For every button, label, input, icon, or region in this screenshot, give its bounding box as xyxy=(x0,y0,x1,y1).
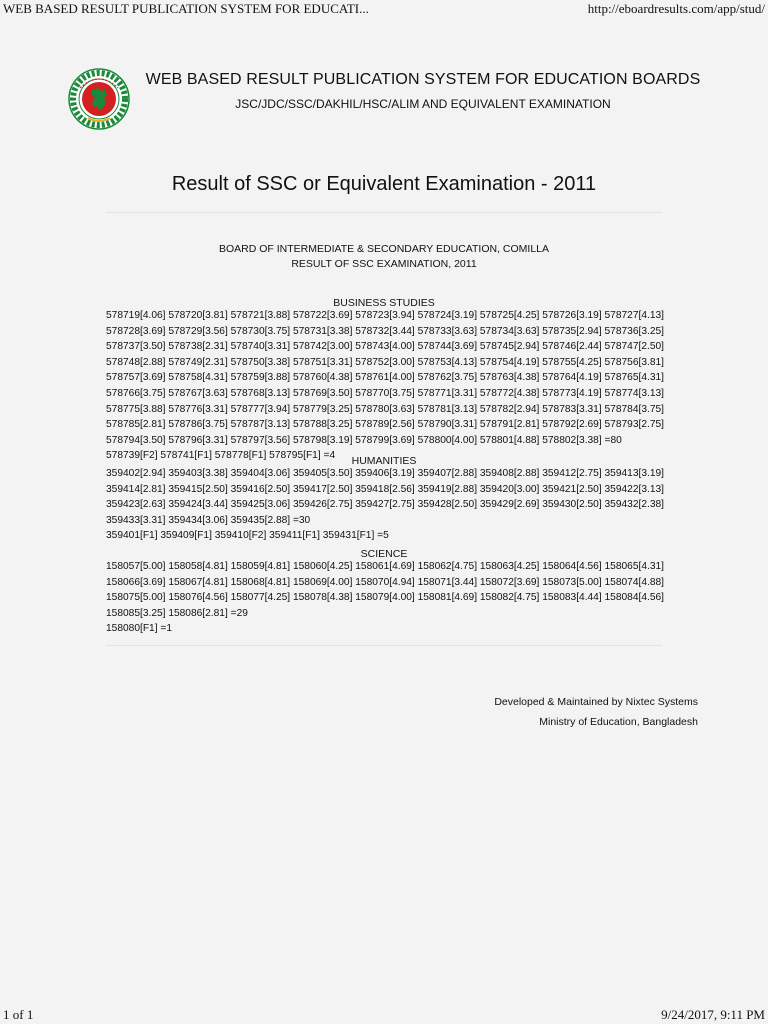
print-footer xyxy=(0,1006,768,1024)
section-heading-humanities: HUMANITIES xyxy=(351,455,417,467)
print-url[interactable]: http://eboardresults.com/app/stud/ xyxy=(587,1,765,16)
print-header xyxy=(0,0,768,18)
exam-name: RESULT OF SSC EXAMINATION, 2011 xyxy=(291,258,477,270)
result-line: 578794[3.50] 578796[3.31] 578797[3.56] 578798[3.19] 578799[3.69] 578800[4.00] 578801[4.88] 578802[3.38] =80 xyxy=(106,434,622,446)
site-title: WEB BASED RESULT PUBLICATION SYSTEM FOR EDUCATION BOARDS xyxy=(145,71,701,88)
print-page-number: 1 of 1 xyxy=(3,1007,34,1022)
result-line: 359414[2.81] 359415[2.50] 359416[2.50] 359417[2.50] 359418[2.56] 359419[2.88] 359420[3.00] 359421[2.50] 359422[3.13] xyxy=(106,483,664,495)
result-line: 158085[3.25] 158086[2.81] =29 xyxy=(106,607,248,619)
result-line: 158066[3.69] 158067[4.81] 158068[4.81] 158069[4.00] 158070[4.94] 158071[3.44] 158072[3.69] 158073[5.00] 158074[4.88] xyxy=(106,576,664,588)
result-line: 158057[5.00] 158058[4.81] 158059[4.81] 158060[4.25] 158061[4.69] 158062[4.75] 158063[4.25] 158064[4.56] 158065[4.31] xyxy=(106,561,664,572)
section-heading-science: SCIENCE xyxy=(360,548,408,560)
divider xyxy=(106,645,662,646)
page-title: Result of SSC or Equivalent Examination - 2011 xyxy=(171,173,597,195)
board-name: BOARD OF INTERMEDIATE & SECONDARY EDUCATION, COMILLA xyxy=(218,243,550,255)
government-emblem-icon xyxy=(68,68,130,130)
result-line: 578728[3.69] 578729[3.56] 578730[3.75] 578731[3.38] 578732[3.44] 578733[3.63] 578734[3.63] 578735[2.94] 578736[3.25] xyxy=(106,325,664,337)
divider xyxy=(106,212,662,213)
result-line: 578748[2.88] 578749[2.31] 578750[3.38] 578751[3.31] 578752[3.00] 578753[4.13] 578754[4.19] 578755[4.25] 578756[3.81] xyxy=(106,356,664,368)
result-line: 578737[3.50] 578738[2.31] 578740[3.31] 578742[3.00] 578743[4.00] 578744[3.69] 578745[2.94] 578746[2.44] 578747[2.50] xyxy=(106,341,664,353)
print-page-title: WEB BASED RESULT PUBLICATION SYSTEM FOR EDUCATI... xyxy=(3,1,369,16)
result-line: 578757[3.69] 578758[4.31] 578759[3.88] 578760[4.38] 578761[4.00] 578762[3.75] 578763[4.38] 578764[4.19] 578765[4.31] xyxy=(106,372,664,384)
site-subtitle: JSC/JDC/SSC/DAKHIL/HSC/ALIM AND EQUIVALENT EXAMINATION xyxy=(235,97,611,111)
result-line: 359423[2.63] 359424[3.44] 359425[3.06] 359426[2.75] 359427[2.75] 359428[2.50] 359429[2.69] 359430[2.50] 359432[2.38] xyxy=(106,499,664,511)
failed-line: 578739[F2] 578741[F1] 578778[F1] 578795[F1] =4 xyxy=(106,450,336,462)
print-datetime: 9/24/2017, 9:11 PM xyxy=(661,1007,765,1022)
results-humanities xyxy=(106,466,666,544)
failed-line: 359401[F1] 359409[F1] 359410[F2] 359411[F1] 359431[F1] =5 xyxy=(106,530,389,542)
results-science xyxy=(106,559,666,637)
developer-credit: Developed & Maintained by Nixtec Systems xyxy=(494,696,698,708)
section-heading-business-studies: BUSINESS STUDIES xyxy=(333,297,435,309)
failed-line: 158080[F1] =1 xyxy=(106,623,172,635)
ministry-credit: Ministry of Education, Bangladesh xyxy=(539,716,698,728)
result-line: 578766[3.75] 578767[3.63] 578768[3.13] 578769[3.50] 578770[3.75] 578771[3.31] 578772[4.38] 578773[4.19] 578774[3.13] xyxy=(106,387,664,399)
results-business-studies xyxy=(106,308,666,464)
result-line: 359402[2.94] 359403[3.38] 359404[3.06] 359405[3.50] 359406[3.19] 359407[2.88] 359408[2.88] 359412[2.75] 359413[3.19] xyxy=(106,468,664,479)
result-line: 578785[2.81] 578786[3.75] 578787[3.13] 578788[3.25] 578789[2.56] 578790[3.31] 578791[2.81] 578792[2.69] 578793[2.75] xyxy=(106,419,664,431)
result-line: 359433[3.31] 359434[3.06] 359435[2.88] =30 xyxy=(106,514,311,526)
result-line: 578775[3.88] 578776[3.31] 578777[3.94] 578779[3.25] 578780[3.63] 578781[3.13] 578782[2.94] 578783[3.31] 578784[3.75] xyxy=(106,403,664,415)
result-line: 578719[4.06] 578720[3.81] 578721[3.88] 578722[3.69] 578723[3.94] 578724[3.19] 578725[4.25] 578726[3.19] 578727[4.13] xyxy=(106,310,664,321)
result-line: 158075[5.00] 158076[4.56] 158077[4.25] 158078[4.38] 158079[4.00] 158081[4.69] 158082[4.75] 158083[4.44] 158084[4.56] xyxy=(106,592,664,604)
